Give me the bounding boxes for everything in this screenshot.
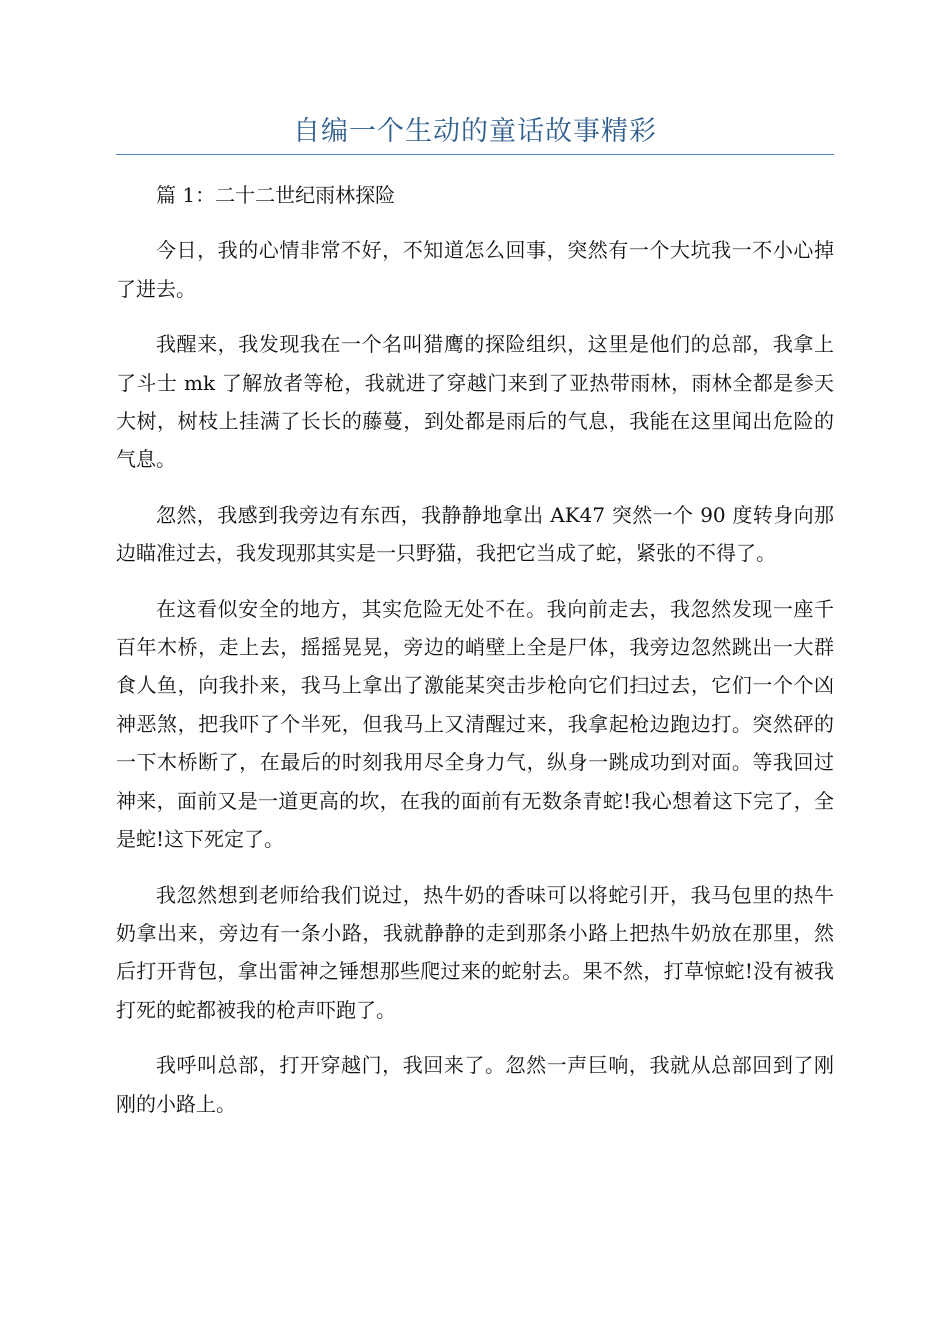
body-paragraph: 今日，我的心情非常不好，不知道怎么回事，突然有一个大坑我一不小心掉了进去。 (116, 238, 834, 301)
body-paragraph: 在这看似安全的地方，其实危险无处不在。我向前走去，我忽然发现一座千百年木桥，走上去，摇摇晃晃，旁边的峭壁上全是尸体，我旁边忽然跳出一大群食人鱼，向我扑来，我马上拿出了激能某突击步枪向它们扫过去，它们一个个凶神恶煞，把我吓了个半死，但我马上又清醒过来，我拿起枪边跑边打。突然砰的一下木桥断了，在最后的时刻我用尽全身力气，纵身一跳成功到对面。等我回过神来，面前又是一道更高的坎，在我的面前有无数条青蛇!我心想着这下完了，全是蛇!这下死定了。 (116, 596, 834, 852)
document-title: 自编一个生动的童话故事精彩 (293, 116, 657, 147)
chapter-heading: 篇 1：二十二世纪雨林探险 (156, 183, 396, 207)
title-underline-divider (116, 154, 834, 155)
body-paragraph: 我呼叫总部，打开穿越门，我回来了。忽然一声巨响，我就从总部回到了刚刚的小路上。 (116, 1053, 834, 1116)
document-body (116, 176, 834, 1140)
body-paragraph: 我醒来，我发现我在一个名叫猎鹰的探险组织，这里是他们的总部，我拿上了斗士 mk 了解放者等枪，我就进了穿越门来到了亚热带雨林，雨林全都是参天大树，树枝上挂满了长长的藤蔓，到处都是雨后的气息，我能在这里闻出危险的气息。 (116, 332, 834, 472)
body-paragraph: 忽然，我感到我旁边有东西，我静静地拿出 AK47 突然一个 90 度转身向那边瞄准过去，我发现那其实是一只野猫，我把它当成了蛇，紧张的不得了。 (116, 502, 834, 566)
body-paragraph: 我忽然想到老师给我们说过，热牛奶的香味可以将蛇引开，我马包里的热牛奶拿出来，旁边有一条小路，我就静静的走到那条小路上把热牛奶放在那里，然后打开背包，拿出雷神之锤想那些爬过来的蛇射去。果不然，打草惊蛇!没有被我打死的蛇都被我的枪声吓跑了。 (116, 882, 834, 1022)
